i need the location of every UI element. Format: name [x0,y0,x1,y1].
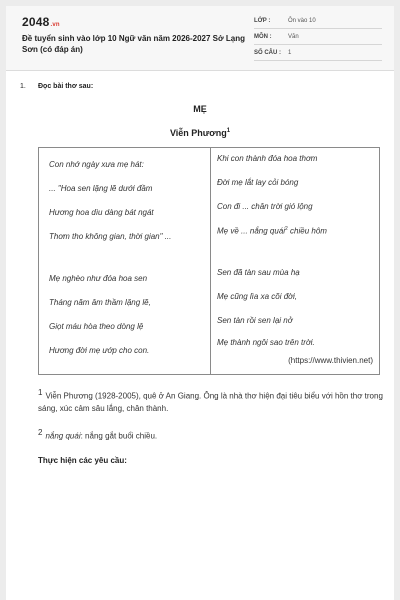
meta-subject-row [254,32,382,45]
footnote-term: nắng quái [45,431,81,441]
author-footnote-mark: 1 [226,128,231,134]
poem-table [38,147,380,375]
task-heading: Thực hiện các yêu cầu: [38,456,127,465]
poem-line-text: Mẹ về ... nắng quái [217,226,286,236]
poem-line: Mẹ cũng lìa xa cõi đời, [217,292,297,301]
poem-author [6,128,394,138]
document-title: Đề tuyển sinh vào lớp 10 Ngữ văn năm 2026-2027 Sở Lạng Sơn (có đáp án) [22,34,246,54]
line-footnote-mark: 2 [285,226,288,232]
page-header [6,6,394,71]
document-page [6,6,394,600]
meta-class-label: LỚP : [254,18,271,24]
poem-line: ... "Hoa sen lặng lẽ dưới đầm [49,184,153,193]
poem-line: Con đi ... chân trời gió lộng [217,202,313,211]
meta-class-row [254,16,382,29]
poem-title: MẸ [193,104,207,114]
author-name: Viễn Phương [169,128,227,138]
footnote-2 [38,427,384,443]
poem-line: Thơm tho không gian, thời gian" ... [49,232,172,241]
meta-count-label: SỐ CÂU : [254,50,281,56]
question-1 [20,83,93,90]
poem-line: Đời mẹ lắt lay cỏi bóng [217,178,299,187]
poem-line-text: chiều hôm [287,226,327,236]
meta-subject-label: MÔN : [254,34,272,40]
poem-line: Giọt máu hòa theo dòng lệ [49,322,144,331]
poem-line: Tháng năm âm thầm lặng lẽ, [49,298,151,307]
footnote-mark: 1 [38,388,43,397]
footnote-mark: 2 [38,428,43,437]
meta-class-value: Ôn vào 10 [288,18,316,24]
meta-subject-value: Văn [288,34,299,40]
column-divider [210,148,211,374]
footnote-text: Viễn Phương (1928-2005), quê ở An Giang. Ông là nhà thơ hiện đại tiêu biểu với hồn thơ trong sáng, xúc cảm sâu lắng, chân thành. [38,391,383,413]
logo-text: 2048 [22,15,50,29]
question-instruction: Đọc bài thơ sau: [38,83,94,90]
poem-line: Sen tàn rồi sen lại nở [217,316,293,325]
meta-count-value: 1 [288,50,292,56]
poem-line: Mẹ nghèo như đóa hoa sen [49,274,148,283]
site-logo[interactable] [22,15,60,29]
poem-line: Mẹ thành ngôi sao trên trời. [217,338,315,347]
meta-count-row [254,48,382,61]
poem-line: Sen đã tàn sau mùa hạ [217,268,300,277]
poem-source-link[interactable]: (https://www.thivien.net) [288,356,373,365]
poem-line: Hương hoa dìu dàng bát ngát [49,208,154,217]
footnote-text: : nắng gắt buổi chiều. [80,431,158,441]
logo-suffix: .vn [50,22,60,28]
poem-line: Con nhớ ngày xưa mẹ hát: [49,160,144,169]
poem-line [217,226,327,236]
poem-line: Khi con thành đóa hoa thơm [217,154,318,163]
question-number: 1. [20,83,26,90]
footnote-1 [38,387,384,415]
poem-line: Hương đời mẹ ướp cho con. [49,346,150,355]
